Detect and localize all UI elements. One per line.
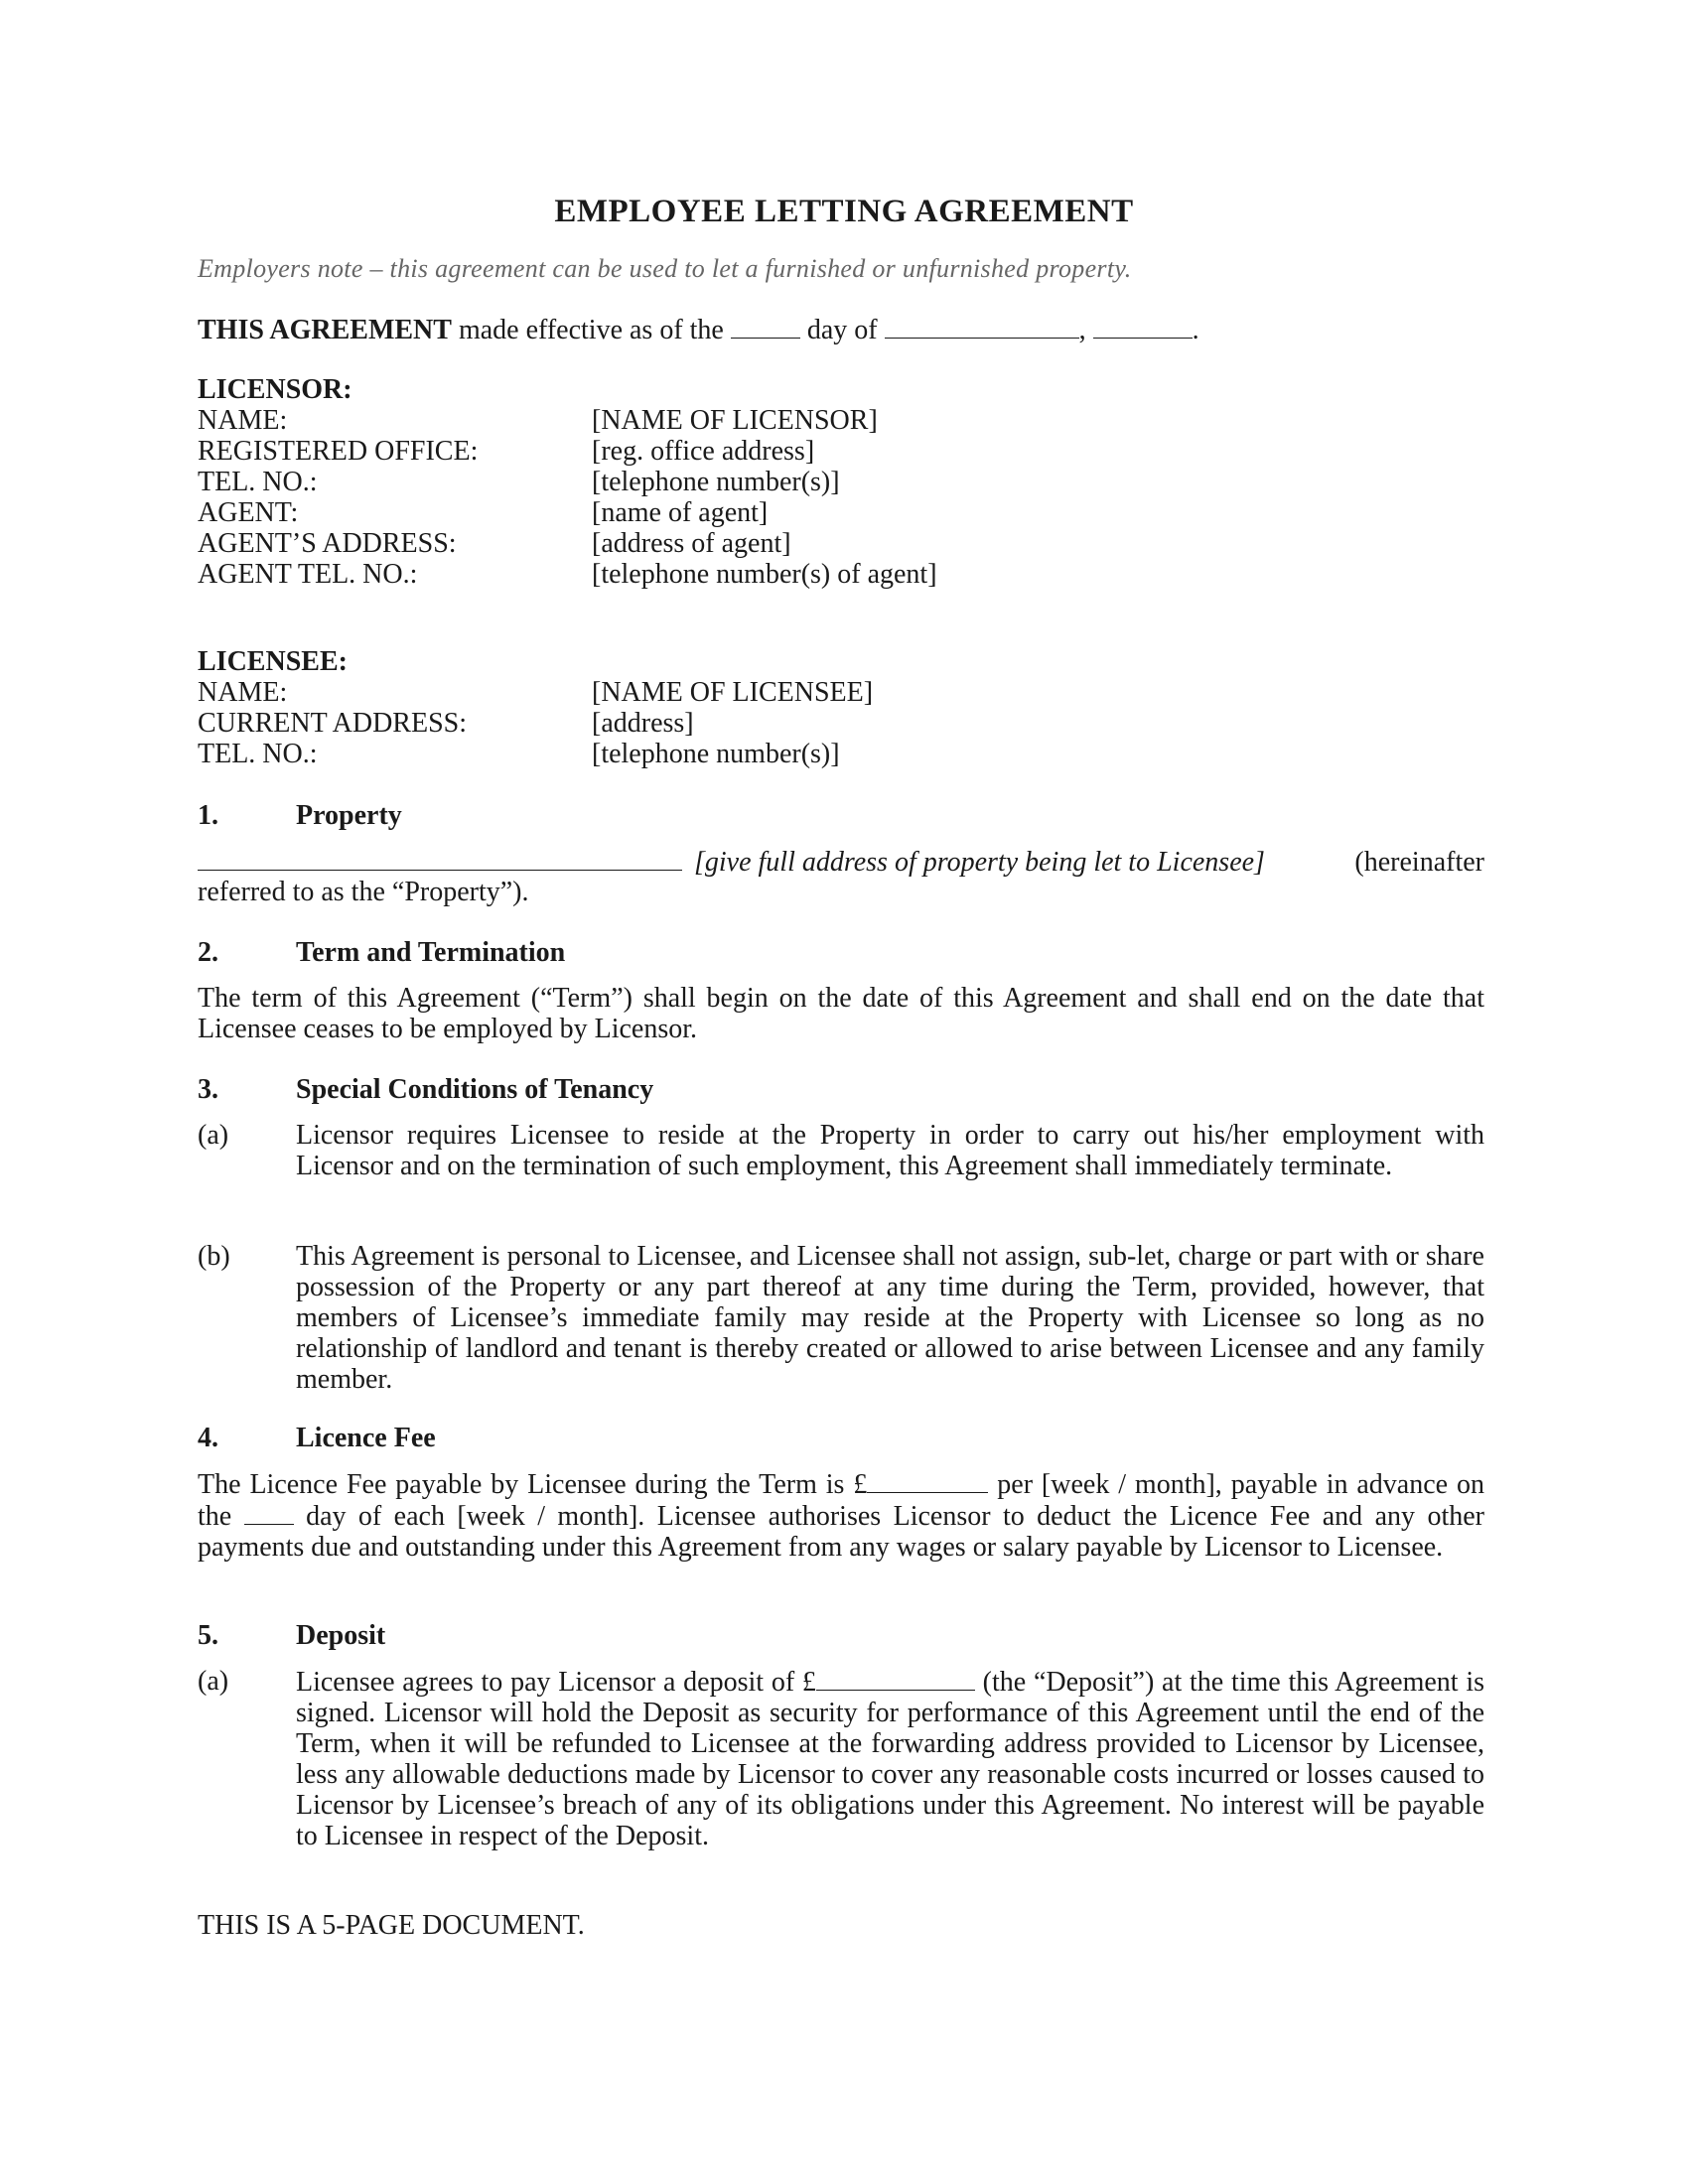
section-1-number: 1. bbox=[198, 800, 218, 831]
agreement-intro: THIS AGREEMENT made effective as of the day of , . bbox=[198, 315, 1199, 345]
employers-note: Employers note – this agreement can be used to let a furnished or unfurnished property. bbox=[198, 254, 1132, 283]
section-5-number: 5. bbox=[198, 1620, 218, 1651]
month-blank bbox=[885, 314, 1079, 339]
licence-fee-blank bbox=[867, 1468, 988, 1493]
licensor-agent-tel-label: AGENT TEL. NO.: bbox=[198, 559, 418, 590]
licensor-agent-value: [name of agent] bbox=[592, 497, 769, 528]
licensor-agent-label: AGENT: bbox=[198, 497, 299, 528]
licensee-address-label: CURRENT ADDRESS: bbox=[198, 708, 467, 739]
licensee-tel-value: [telephone number(s)] bbox=[592, 739, 840, 769]
year-blank bbox=[1093, 314, 1193, 339]
section-2-number: 2. bbox=[198, 937, 218, 968]
licensee-details bbox=[198, 677, 1188, 769]
licensee-name-value: [NAME OF LICENSEE] bbox=[592, 677, 874, 708]
section-4-title: Licence Fee bbox=[296, 1423, 436, 1453]
section-1-title: Property bbox=[296, 800, 402, 831]
licensor-agent-tel-value: [telephone number(s) of agent] bbox=[592, 559, 937, 590]
licensor-heading: LICENSOR: bbox=[198, 374, 352, 405]
section-3-number: 3. bbox=[198, 1074, 218, 1105]
property-instruction: [give full address of property being let to Licensee] bbox=[694, 847, 1265, 878]
section-3a-label: (a) bbox=[198, 1120, 229, 1151]
licensor-block bbox=[198, 374, 1188, 590]
licensor-office-label: REGISTERED OFFICE: bbox=[198, 436, 479, 467]
payment-day-blank bbox=[244, 1500, 294, 1525]
licensor-tel-value: [telephone number(s)] bbox=[592, 467, 840, 497]
licensee-block bbox=[198, 646, 1188, 769]
licensor-agent-address-label: AGENT’S ADDRESS: bbox=[198, 528, 457, 559]
licensor-agent-address-value: [address of agent] bbox=[592, 528, 791, 559]
property-address-blank bbox=[198, 846, 682, 871]
section-2-title: Term and Termination bbox=[296, 937, 566, 968]
licensor-name-value: [NAME OF LICENSOR] bbox=[592, 405, 878, 436]
section-1-line-1: [give full address of property being let to Licensee] (hereinafter bbox=[198, 846, 1484, 878]
intro-bold-lead: THIS AGREEMENT bbox=[198, 315, 452, 345]
section-5a-label: (a) bbox=[198, 1666, 229, 1697]
licensor-details bbox=[198, 405, 1188, 590]
deposit-amount-blank bbox=[816, 1666, 975, 1691]
licensee-tel-label: TEL. NO.: bbox=[198, 739, 318, 769]
section-3a-text: Licensor requires Licensee to reside at the Property in order to carry out his/her employment with Licensor and on the termination of such employment, this Agreement shall immediately terminate. bbox=[296, 1120, 1484, 1181]
section-1-line-2: referred to as the “Property”). bbox=[198, 877, 529, 907]
section-5-title: Deposit bbox=[296, 1620, 386, 1651]
licensee-address-value: [address] bbox=[592, 708, 694, 739]
page-count-footer: THIS IS A 5-PAGE DOCUMENT. bbox=[198, 1910, 585, 1941]
section-4-number: 4. bbox=[198, 1423, 218, 1453]
licensor-name-label: NAME: bbox=[198, 405, 288, 436]
section-3b-text: This Agreement is personal to Licensee, and Licensee shall not assign, sub-let, charge or part with or share possession of the Property or any part thereof at any time during the Term, provided, however, that members of Licensee’s immediate family may reside at the Property with Licensee so long as no relationship of landlord and tenant is thereby created or allowed to arise between Licensee and any family member. bbox=[296, 1241, 1484, 1395]
document-title: EMPLOYEE LETTING AGREEMENT bbox=[554, 194, 1134, 229]
section-5a-text: Licensee agrees to pay Licensor a deposit of £ (the “Deposit”) at the time this Agreement is signed. Licensor will hold the Deposit as security for performance of this Agreement until the end of the Term, when it will be refunded to Licensee at the forwarding address provided to Licensor by Licensee, less any allowable deductions made by Licensor to cover any reasonable costs incurred or losses caused to Licensor by Licensee’s breach of any of its obligations under this Agreement. No interest will be payable to Licensee in respect of the Deposit. bbox=[296, 1667, 1485, 1851]
section-3-title: Special Conditions of Tenancy bbox=[296, 1074, 654, 1105]
licensee-name-label: NAME: bbox=[198, 677, 288, 708]
licensor-tel-label: TEL. NO.: bbox=[198, 467, 318, 497]
section-4-body: The Licence Fee payable by Licensee during the Term is £ per [week / month], payable in advance on the day of each [week / month]. Licensee authorises Licensor to deduct the Licence Fee and any other payments due and outstanding under this Agreement from any wages or salary payable by Licensor to Licensee. bbox=[198, 1469, 1484, 1563]
licensor-office-value: [reg. office address] bbox=[592, 436, 815, 467]
licensee-heading: LICENSEE: bbox=[198, 646, 348, 677]
section-2-body: The term of this Agreement (“Term”) shall begin on the date of this Agreement and shall end on the date that Licensee ceases to be employed by Licensor. bbox=[198, 983, 1484, 1044]
section-3b-label: (b) bbox=[198, 1241, 230, 1272]
day-blank bbox=[731, 314, 800, 339]
